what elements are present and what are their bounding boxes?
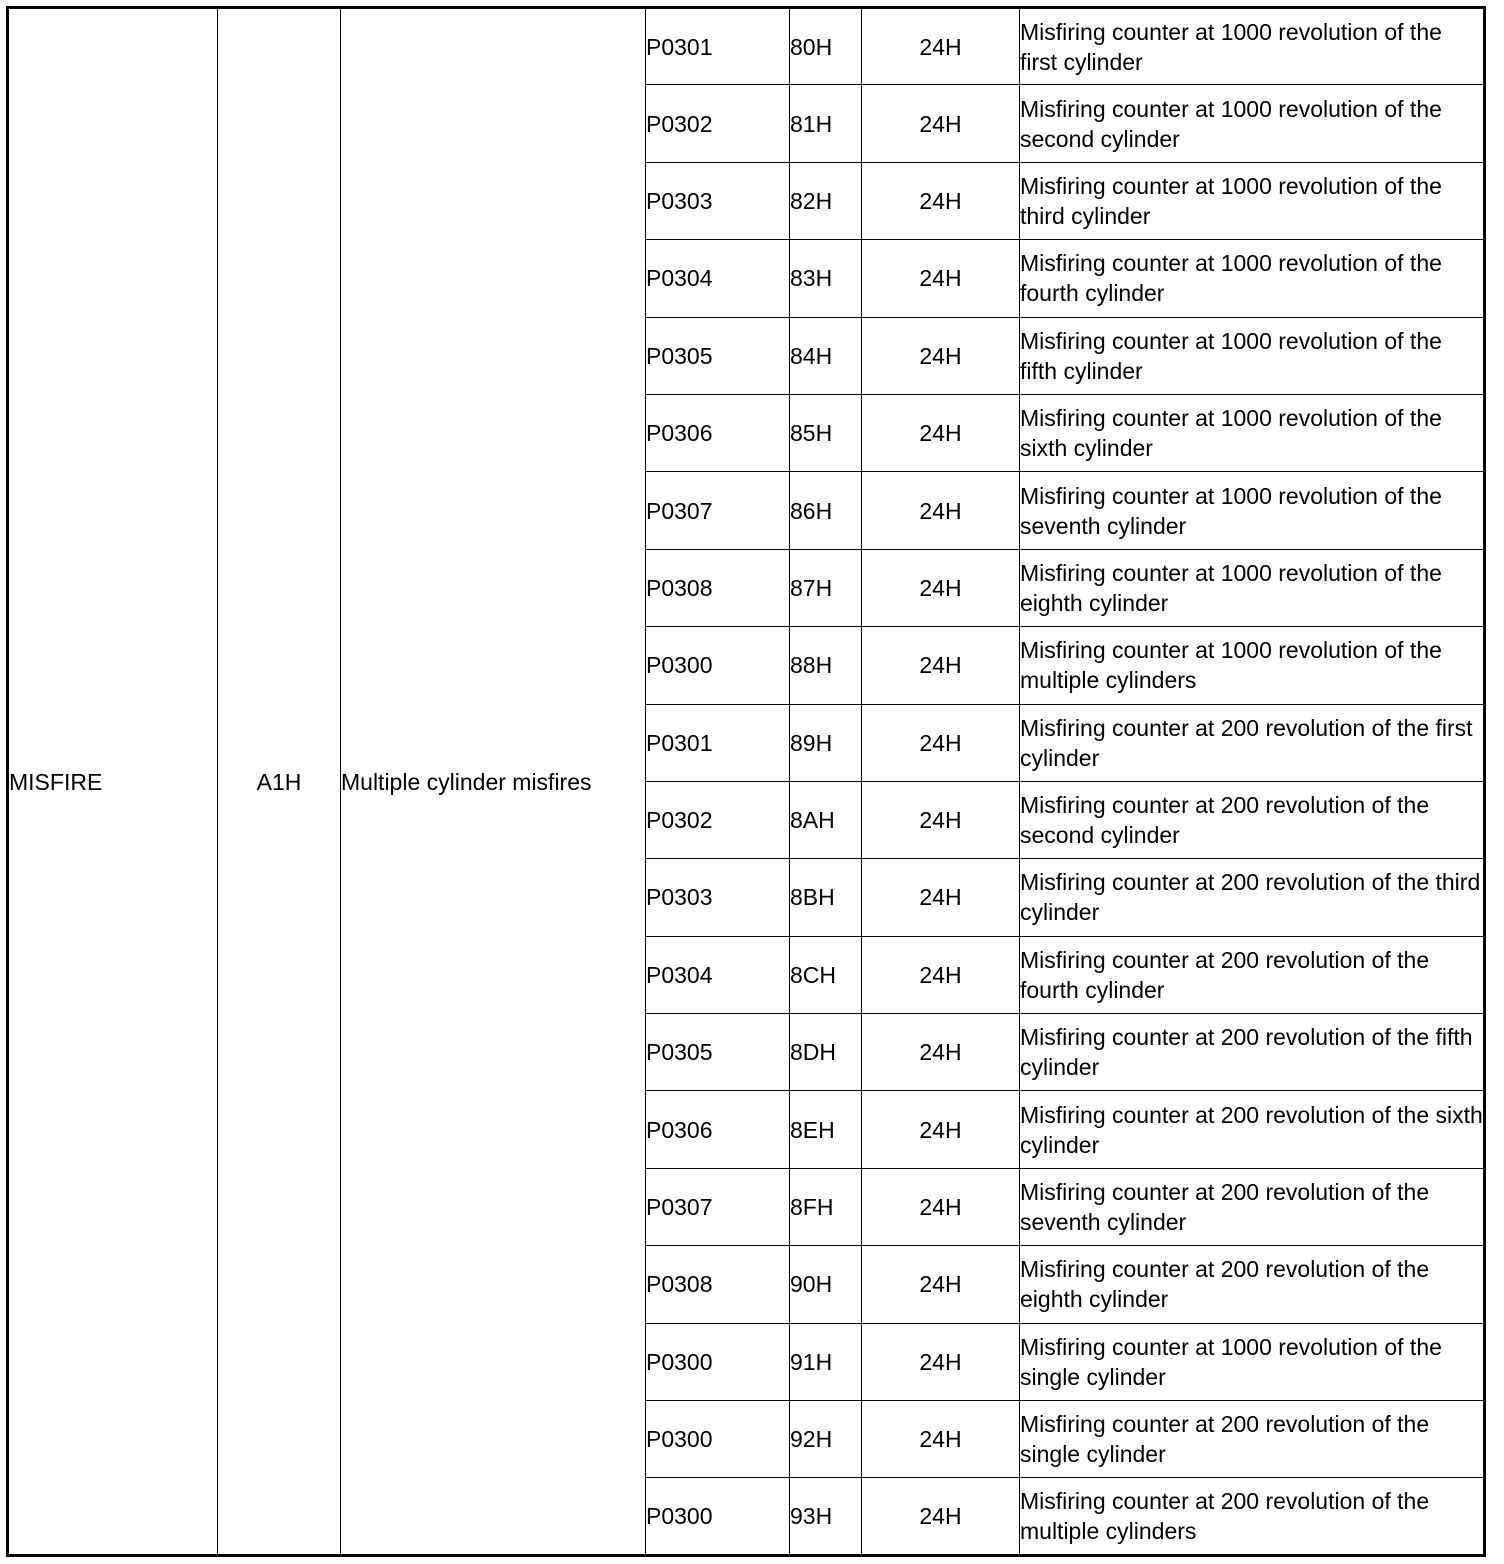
- table-row: [8, 8, 1485, 85]
- dtc-code-cell: P0304: [646, 240, 790, 317]
- info-cell: Misfiring counter at 200 revolution of the seventh cylinder: [1020, 1168, 1485, 1245]
- info-cell: Misfiring counter at 1000 revolution of the third cylinder: [1020, 162, 1485, 239]
- address-cell: 80H: [790, 8, 862, 85]
- dtc-code-cell: P0301: [646, 8, 790, 85]
- info-cell: Misfiring counter at 1000 revolution of the fourth cylinder: [1020, 240, 1485, 317]
- info-cell: Misfiring counter at 1000 revolution of the single cylinder: [1020, 1323, 1485, 1400]
- info-cell: Misfiring counter at 200 revolution of the single cylinder: [1020, 1401, 1485, 1478]
- address-cell: 92H: [790, 1401, 862, 1478]
- length-cell: 24H: [862, 1014, 1020, 1091]
- dtc-code-cell: P0301: [646, 704, 790, 781]
- dtc-code-cell: P0305: [646, 1014, 790, 1091]
- info-cell: Misfiring counter at 1000 revolution of the fifth cylinder: [1020, 317, 1485, 394]
- length-cell: 24H: [862, 240, 1020, 317]
- info-cell: Misfiring counter at 1000 revolution of the seventh cylinder: [1020, 472, 1485, 549]
- address-cell: 8CH: [790, 936, 862, 1013]
- length-cell: 24H: [862, 1168, 1020, 1245]
- info-cell: Misfiring counter at 1000 revolution of the first cylinder: [1020, 8, 1485, 85]
- dtc-code-cell: P0308: [646, 549, 790, 626]
- dtc-code-cell: P0305: [646, 317, 790, 394]
- info-cell: Misfiring counter at 200 revolution of the first cylinder: [1020, 704, 1485, 781]
- table-body: [8, 8, 1485, 1556]
- dtc-code-cell: P0306: [646, 1091, 790, 1168]
- length-cell: 24H: [862, 85, 1020, 162]
- system-cell: MISFIRE: [8, 8, 218, 1556]
- length-cell: 24H: [862, 936, 1020, 1013]
- address-cell: 93H: [790, 1478, 862, 1556]
- dtc-code-cell: P0300: [646, 627, 790, 704]
- length-cell: 24H: [862, 1246, 1020, 1323]
- dtc-code-cell: P0307: [646, 1168, 790, 1245]
- info-cell: Misfiring counter at 200 revolution of the sixth cylinder: [1020, 1091, 1485, 1168]
- info-cell: Misfiring counter at 200 revolution of the multiple cylinders: [1020, 1478, 1485, 1556]
- info-cell: Misfiring counter at 1000 revolution of the second cylinder: [1020, 85, 1485, 162]
- length-cell: 24H: [862, 549, 1020, 626]
- info-cell: Misfiring counter at 1000 revolution of the multiple cylinders: [1020, 627, 1485, 704]
- address-cell: 86H: [790, 472, 862, 549]
- address-cell: 8EH: [790, 1091, 862, 1168]
- info-cell: Misfiring counter at 200 revolution of the eighth cylinder: [1020, 1246, 1485, 1323]
- dtc-code-cell: P0304: [646, 936, 790, 1013]
- info-cell: Misfiring counter at 200 revolution of the fifth cylinder: [1020, 1014, 1485, 1091]
- dtc-code-cell: P0302: [646, 781, 790, 858]
- address-cell: 84H: [790, 317, 862, 394]
- address-cell: 88H: [790, 627, 862, 704]
- dtc-code-cell: P0300: [646, 1401, 790, 1478]
- length-cell: 24H: [862, 394, 1020, 471]
- length-cell: 24H: [862, 472, 1020, 549]
- address-cell: 90H: [790, 1246, 862, 1323]
- length-cell: 24H: [862, 8, 1020, 85]
- address-cell: 8DH: [790, 1014, 862, 1091]
- info-cell: Misfiring counter at 200 revolution of the second cylinder: [1020, 781, 1485, 858]
- address-cell: 8FH: [790, 1168, 862, 1245]
- length-cell: 24H: [862, 627, 1020, 704]
- address-cell: 8AH: [790, 781, 862, 858]
- dtc-code-cell: P0303: [646, 859, 790, 936]
- address-cell: 85H: [790, 394, 862, 471]
- length-cell: 24H: [862, 1478, 1020, 1556]
- length-cell: 24H: [862, 859, 1020, 936]
- length-cell: 24H: [862, 781, 1020, 858]
- dtc-code-cell: P0302: [646, 85, 790, 162]
- address-cell: 89H: [790, 704, 862, 781]
- length-cell: 24H: [862, 162, 1020, 239]
- info-cell: Misfiring counter at 200 revolution of the fourth cylinder: [1020, 936, 1485, 1013]
- address-cell: 91H: [790, 1323, 862, 1400]
- info-cell: Misfiring counter at 200 revolution of the third cylinder: [1020, 859, 1485, 936]
- address-cell: 81H: [790, 85, 862, 162]
- address-cell: 83H: [790, 240, 862, 317]
- length-cell: 24H: [862, 1091, 1020, 1168]
- description-cell: Multiple cylinder misfires: [341, 8, 646, 1556]
- info-cell: Misfiring counter at 1000 revolution of the eighth cylinder: [1020, 549, 1485, 626]
- length-cell: 24H: [862, 317, 1020, 394]
- dtc-code-cell: P0306: [646, 394, 790, 471]
- length-cell: 24H: [862, 704, 1020, 781]
- info-cell: Misfiring counter at 1000 revolution of the sixth cylinder: [1020, 394, 1485, 471]
- dtc-code-cell: P0307: [646, 472, 790, 549]
- dtc-code-cell: P0300: [646, 1323, 790, 1400]
- misfire-parameter-table: [6, 6, 1486, 1557]
- address-cell: 82H: [790, 162, 862, 239]
- length-cell: 24H: [862, 1401, 1020, 1478]
- code-cell: A1H: [218, 8, 341, 1556]
- dtc-code-cell: P0308: [646, 1246, 790, 1323]
- dtc-code-cell: P0303: [646, 162, 790, 239]
- dtc-code-cell: P0300: [646, 1478, 790, 1556]
- address-cell: 87H: [790, 549, 862, 626]
- address-cell: 8BH: [790, 859, 862, 936]
- length-cell: 24H: [862, 1323, 1020, 1400]
